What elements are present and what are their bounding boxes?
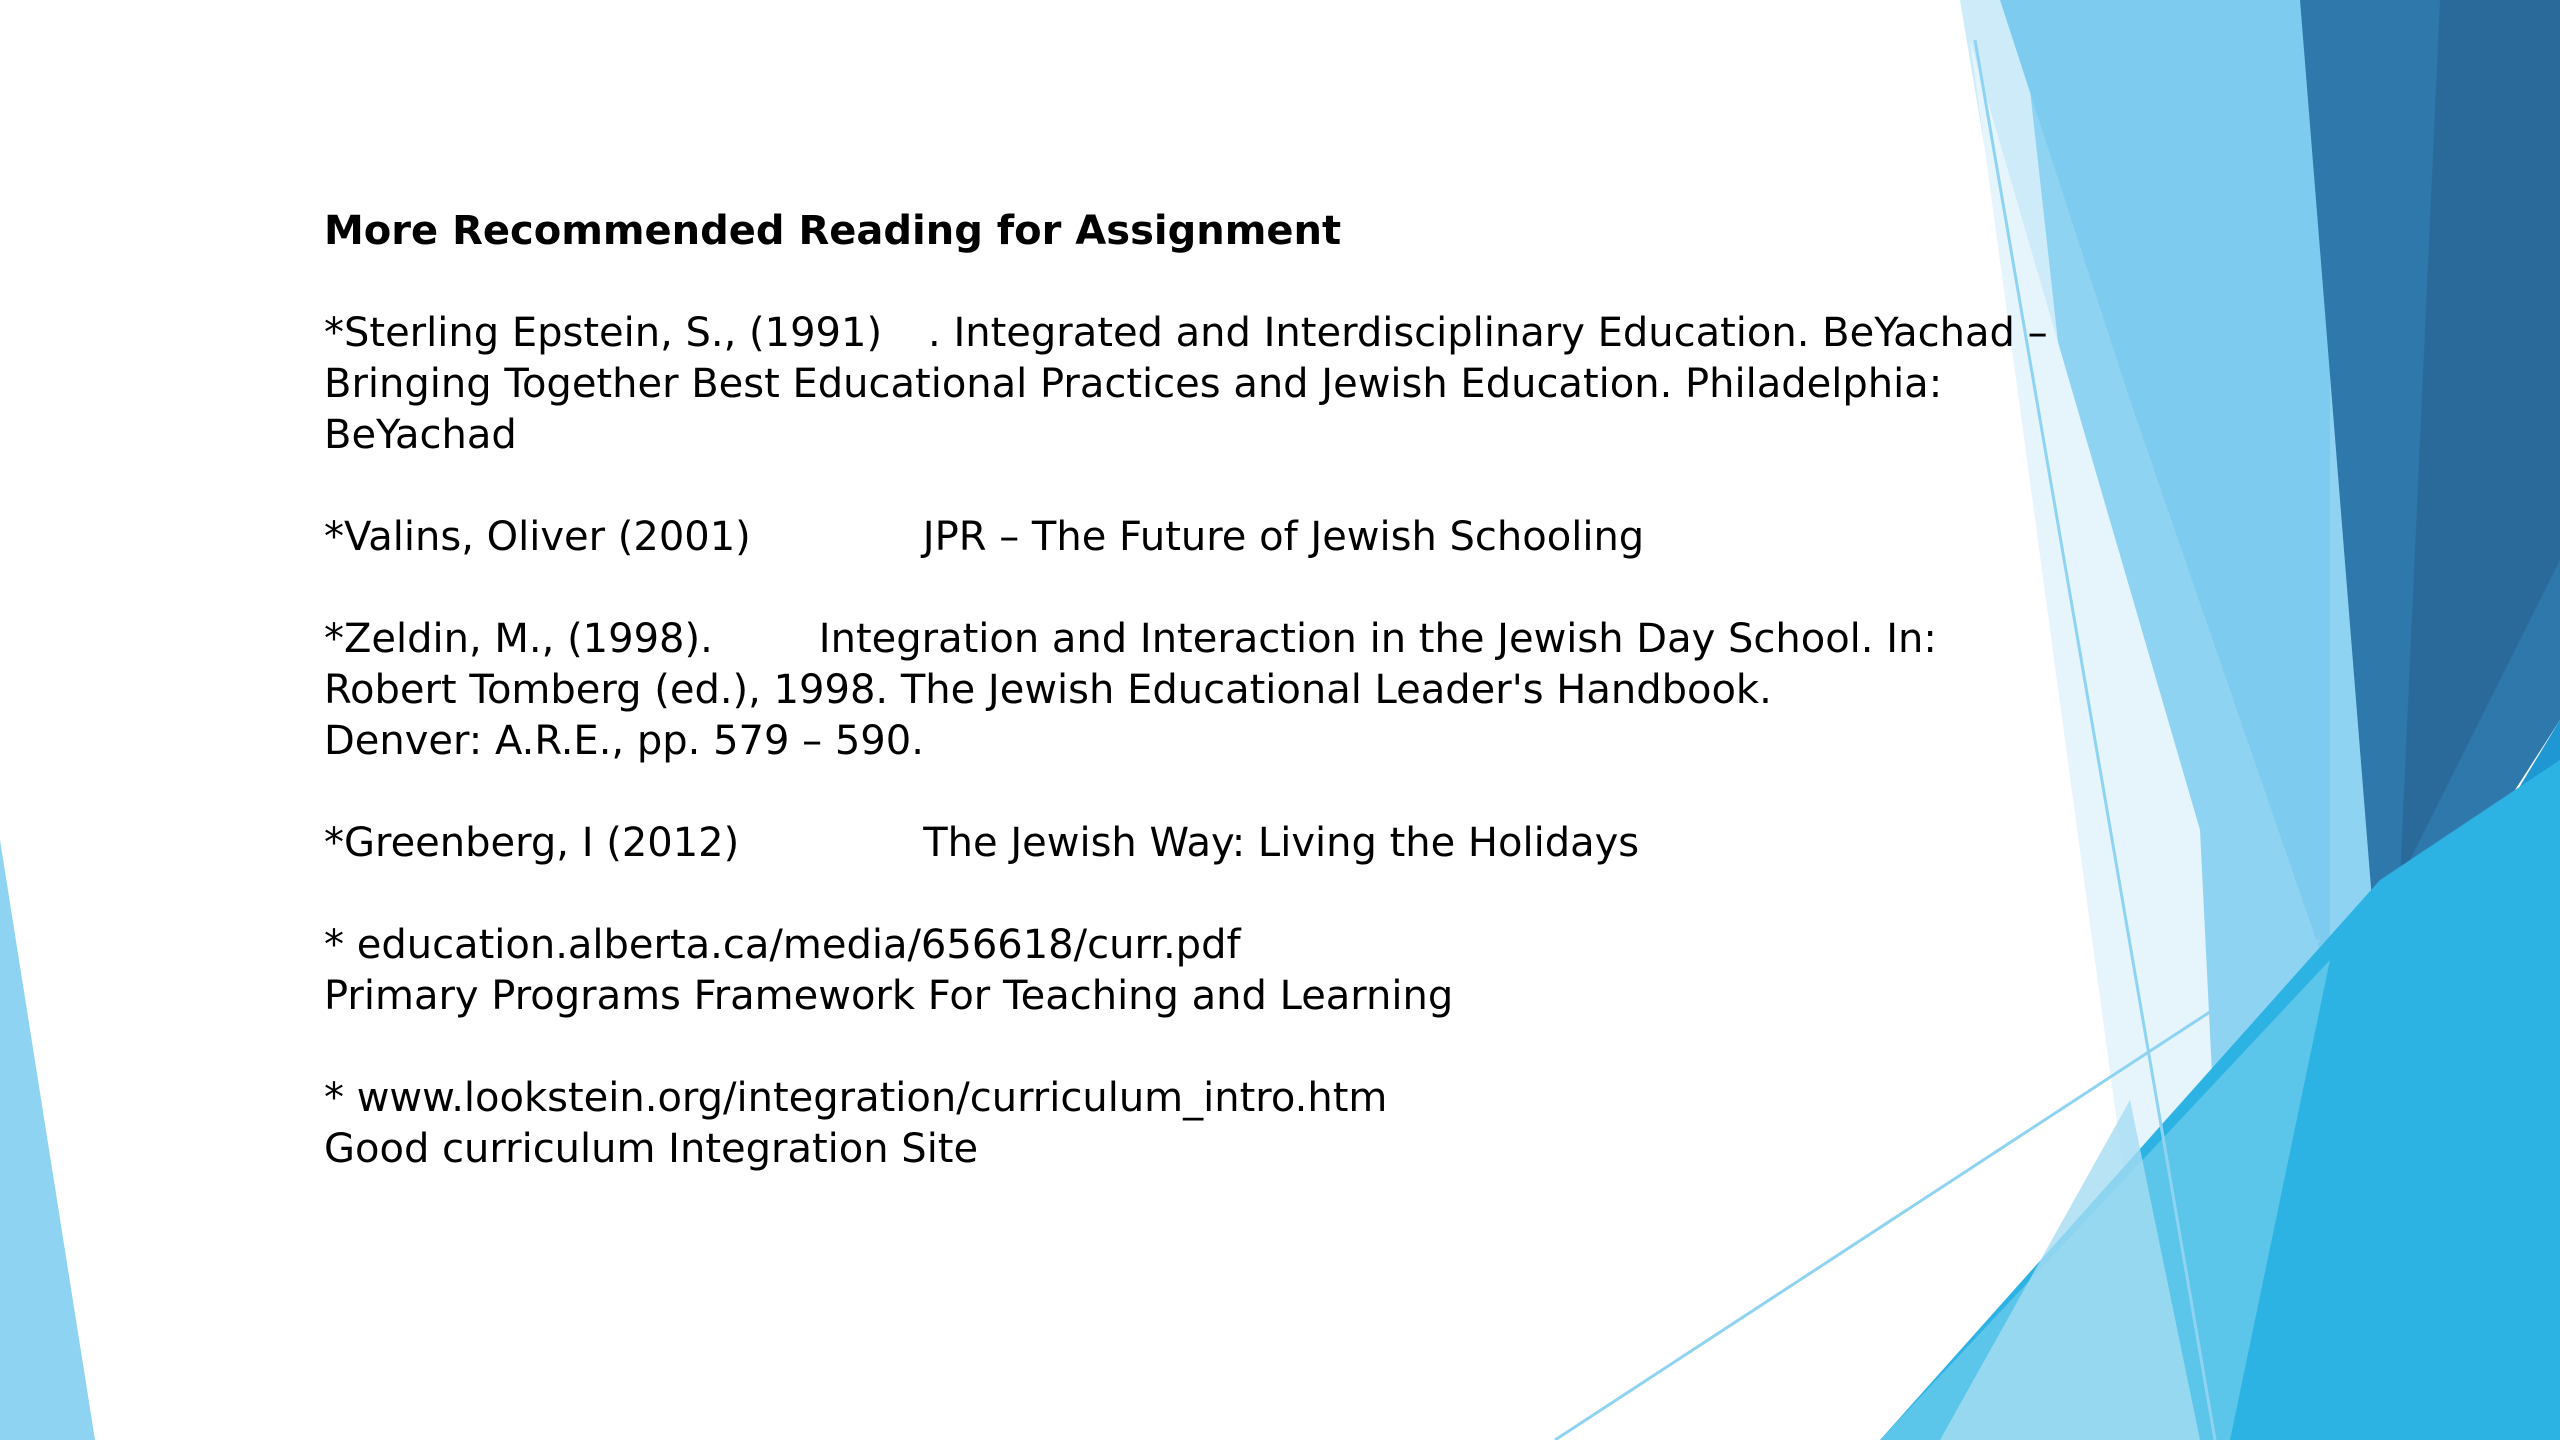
reading-list — [324, 206, 2048, 1226]
entry-line: Bringing Together Best Educational Practices and Jewish Education. Philadelphia: — [324, 361, 1943, 407]
entry-author: *Greenberg, I (2012) — [324, 820, 740, 866]
entry-line: Primary Programs Framework For Teaching and Learning — [324, 973, 1454, 1019]
entry-line: Good curriculum Integration Site — [324, 1126, 979, 1172]
entry-greenberg — [324, 818, 2004, 869]
entry-line: BeYachad — [324, 412, 517, 458]
entry-zeldin — [324, 614, 2004, 767]
entry-title: . Integrated and Interdisciplinary Education. BeYachad – — [928, 310, 2048, 356]
entry-line — [324, 614, 2004, 665]
entry-line: Robert Tomberg (ed.), 1998. The Jewish Educational Leader's Handbook. — [324, 667, 1772, 713]
entry-author: *Sterling Epstein, S., (1991) — [324, 310, 883, 356]
entry-lookstein — [324, 1073, 2004, 1175]
entry-link: * education.alberta.ca/media/656618/curr.pdf — [324, 922, 1241, 968]
entry-line — [324, 512, 2004, 563]
entry-epstein — [324, 308, 2048, 461]
entry-line — [324, 308, 2048, 359]
entry-link: * www.lookstein.org/integration/curriculum_intro.htm — [324, 1075, 1388, 1121]
entry-line: Denver: A.R.E., pp. 579 – 590. — [324, 718, 924, 764]
entry-title: JPR – The Future of Jewish Schooling — [922, 514, 1645, 560]
entry-title: Integration and Interaction in the Jewish Day School. In: — [818, 616, 1937, 662]
entry-author: *Valins, Oliver (2001) — [324, 514, 751, 560]
slide-title: More Recommended Reading for Assignment — [324, 208, 1342, 254]
entry-title: The Jewish Way: Living the Holidays — [923, 820, 1640, 866]
entry-author: *Zeldin, M., (1998). — [324, 616, 713, 662]
entry-alberta — [324, 920, 2004, 1022]
entry-line — [324, 818, 2004, 869]
entry-valins — [324, 512, 2004, 563]
shape-left-sliver — [0, 840, 95, 1440]
